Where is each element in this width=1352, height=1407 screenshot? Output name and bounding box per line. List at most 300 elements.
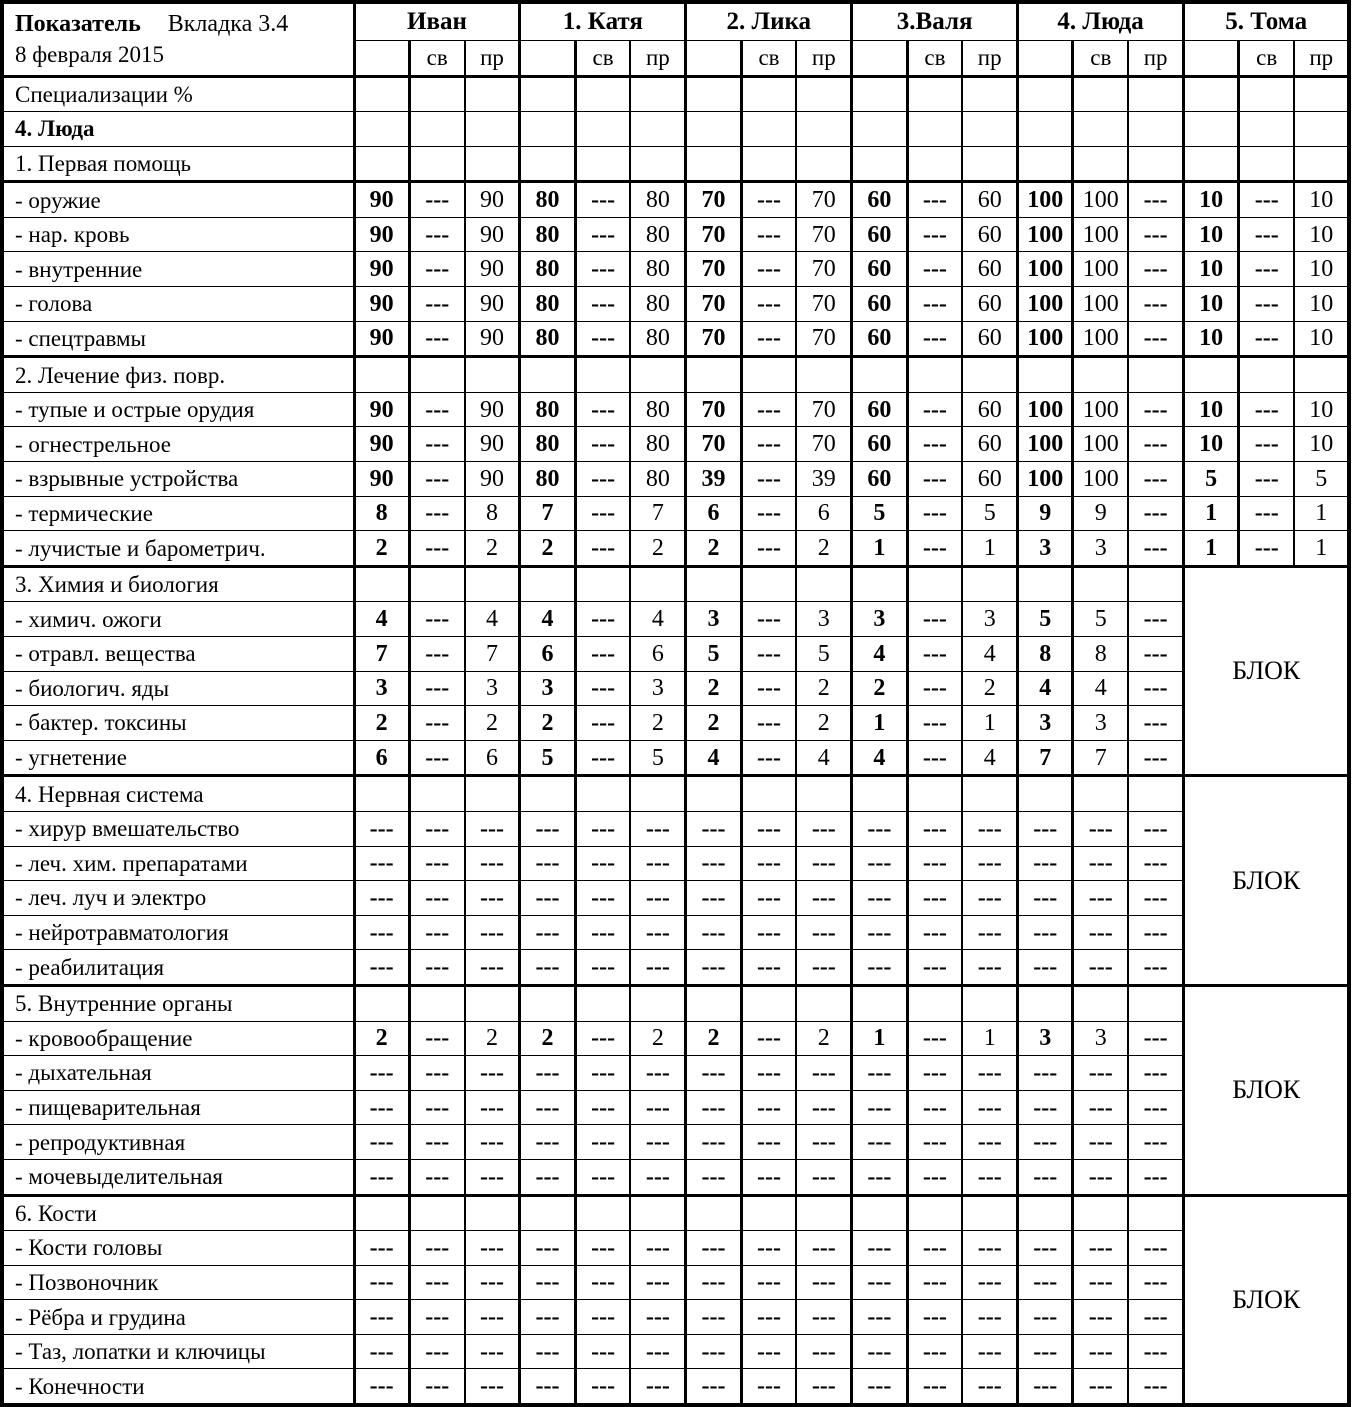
empty-cell <box>852 76 907 112</box>
empty-cell <box>907 776 962 812</box>
empty-cell <box>1294 76 1349 112</box>
empty-cell <box>852 985 907 1021</box>
value-cell: --- <box>907 811 962 846</box>
row-label: - реабилитация <box>2 950 354 986</box>
row-label: - леч. луч и электро <box>2 881 354 916</box>
subcol-main-header <box>1184 40 1239 76</box>
page-title: Показатель <box>15 11 141 38</box>
value-cell: 90 <box>354 462 409 497</box>
value-cell: 3 <box>1018 706 1073 741</box>
blok-cell: БЛОК <box>1184 776 1350 986</box>
row-label: - угнетение <box>2 740 354 776</box>
value-cell: --- <box>520 811 575 846</box>
tab-label: Вкладка 3.4 <box>167 11 289 38</box>
value-cell: --- <box>962 1300 1017 1335</box>
empty-cell <box>465 76 520 112</box>
value-cell: --- <box>741 1056 796 1091</box>
value-cell: --- <box>1018 1056 1073 1091</box>
value-cell: --- <box>520 915 575 950</box>
value-cell: --- <box>465 1231 520 1266</box>
empty-cell <box>354 985 409 1021</box>
value-cell: --- <box>1128 1231 1183 1266</box>
blok-cell: БЛОК <box>1184 985 1350 1195</box>
value-cell: 5 <box>520 740 575 776</box>
value-cell: --- <box>354 915 409 950</box>
value-cell: --- <box>962 1159 1017 1195</box>
value-cell: --- <box>520 1056 575 1091</box>
value-cell: --- <box>575 182 630 218</box>
value-cell: --- <box>796 1334 851 1369</box>
row-label: - пищеварительная <box>2 1090 354 1125</box>
value-cell: 70 <box>796 252 851 287</box>
value-cell: 4 <box>354 602 409 637</box>
empty-cell <box>1184 76 1239 112</box>
value-cell: 4 <box>1018 671 1073 706</box>
value-cell: 10 <box>1294 182 1349 218</box>
value-cell: --- <box>354 1125 409 1160</box>
row-label: - термические <box>2 496 354 531</box>
value-cell: --- <box>575 706 630 741</box>
value-cell: --- <box>575 217 630 252</box>
table-row <box>2 182 1349 218</box>
value-cell: 4 <box>796 740 851 776</box>
empty-cell <box>1128 1195 1183 1231</box>
value-cell: 80 <box>630 287 685 322</box>
value-cell: --- <box>1018 811 1073 846</box>
value-cell: --- <box>741 1265 796 1300</box>
value-cell: --- <box>741 392 796 427</box>
row-label: - химич. ожоги <box>2 602 354 637</box>
value-cell: --- <box>465 1090 520 1125</box>
value-cell: --- <box>1073 1300 1128 1335</box>
empty-cell <box>520 1195 575 1231</box>
empty-cell <box>409 566 464 602</box>
empty-cell <box>796 776 851 812</box>
value-cell: --- <box>1128 462 1183 497</box>
row-label: - биологич. яды <box>2 671 354 706</box>
value-cell: --- <box>907 287 962 322</box>
value-cell: --- <box>1073 1159 1128 1195</box>
empty-cell <box>630 776 685 812</box>
value-cell: 100 <box>1073 427 1128 462</box>
value-cell: --- <box>409 496 464 531</box>
value-cell: --- <box>575 427 630 462</box>
value-cell: --- <box>354 811 409 846</box>
value-cell: --- <box>354 881 409 916</box>
value-cell: 3 <box>1073 1021 1128 1056</box>
section-header-row <box>2 146 1349 182</box>
section-title: 6. Кости <box>2 1195 354 1231</box>
value-cell: --- <box>741 252 796 287</box>
value-cell: 10 <box>1184 427 1239 462</box>
value-cell: --- <box>630 1265 685 1300</box>
table-row <box>2 602 1349 637</box>
value-cell: 80 <box>520 252 575 287</box>
value-cell: --- <box>465 1159 520 1195</box>
empty-cell <box>520 76 575 112</box>
value-cell: 100 <box>1018 427 1073 462</box>
value-cell: --- <box>686 1125 741 1160</box>
value-cell: 70 <box>686 287 741 322</box>
value-cell: --- <box>1128 671 1183 706</box>
value-cell: --- <box>1128 392 1183 427</box>
empty-cell <box>1018 112 1073 147</box>
value-cell: --- <box>1073 915 1128 950</box>
value-cell: 2 <box>686 531 741 567</box>
value-cell: --- <box>1073 1090 1128 1125</box>
subcol-sv-header: св <box>575 40 630 76</box>
value-cell: --- <box>575 1334 630 1369</box>
empty-cell <box>575 566 630 602</box>
value-cell: 2 <box>630 531 685 567</box>
row-label: - кровообращение <box>2 1021 354 1056</box>
person-header: 5. Тома <box>1184 2 1350 40</box>
value-cell: --- <box>852 915 907 950</box>
value-cell: --- <box>575 1125 630 1160</box>
value-cell: 90 <box>354 252 409 287</box>
value-cell: --- <box>686 1090 741 1125</box>
value-cell: --- <box>1073 881 1128 916</box>
value-cell: --- <box>1128 1265 1183 1300</box>
row-label: - дыхательная <box>2 1056 354 1091</box>
empty-cell <box>409 776 464 812</box>
empty-cell <box>1294 357 1349 393</box>
value-cell: --- <box>575 671 630 706</box>
empty-cell <box>354 566 409 602</box>
value-cell: --- <box>796 1231 851 1266</box>
value-cell: --- <box>575 287 630 322</box>
value-cell: --- <box>409 740 464 776</box>
value-cell: 60 <box>962 217 1017 252</box>
value-cell: --- <box>1128 217 1183 252</box>
value-cell: --- <box>852 881 907 916</box>
value-cell: 60 <box>962 182 1017 218</box>
value-cell: 70 <box>796 321 851 357</box>
value-cell: 3 <box>796 602 851 637</box>
value-cell: --- <box>686 915 741 950</box>
section-header-row <box>2 566 1349 602</box>
empty-cell <box>1239 112 1294 147</box>
value-cell: 90 <box>354 392 409 427</box>
subcol-main-header <box>354 40 409 76</box>
table-row <box>2 1334 1349 1369</box>
value-cell: --- <box>520 1231 575 1266</box>
value-cell: --- <box>796 950 851 986</box>
value-cell: 5 <box>686 637 741 672</box>
table-row <box>2 881 1349 916</box>
value-cell: --- <box>852 1265 907 1300</box>
blok-cell: БЛОК <box>1184 566 1350 776</box>
table-row <box>2 1021 1349 1056</box>
value-cell: --- <box>1239 321 1294 357</box>
empty-cell <box>1018 76 1073 112</box>
value-cell: 60 <box>852 462 907 497</box>
empty-cell <box>630 566 685 602</box>
value-cell: --- <box>1128 182 1183 218</box>
empty-cell <box>1073 76 1128 112</box>
value-cell: 80 <box>520 182 575 218</box>
value-cell: --- <box>1018 1159 1073 1195</box>
value-cell: 80 <box>630 217 685 252</box>
value-cell: --- <box>409 321 464 357</box>
empty-cell <box>907 985 962 1021</box>
value-cell: --- <box>630 881 685 916</box>
empty-cell <box>1073 112 1128 147</box>
value-cell: 2 <box>354 531 409 567</box>
value-cell: --- <box>741 217 796 252</box>
value-cell: 10 <box>1184 392 1239 427</box>
table-row <box>2 496 1349 531</box>
value-cell: 4 <box>852 740 907 776</box>
value-cell: 10 <box>1184 321 1239 357</box>
value-cell: --- <box>1128 915 1183 950</box>
value-cell: 7 <box>465 637 520 672</box>
empty-cell <box>741 985 796 1021</box>
empty-cell <box>1128 357 1183 393</box>
value-cell: --- <box>465 1300 520 1335</box>
value-cell: --- <box>575 392 630 427</box>
value-cell: 100 <box>1018 182 1073 218</box>
value-cell: 60 <box>852 252 907 287</box>
empty-cell <box>520 985 575 1021</box>
value-cell: 3 <box>1018 1021 1073 1056</box>
value-cell: --- <box>409 811 464 846</box>
value-cell: 90 <box>465 321 520 357</box>
value-cell: --- <box>686 811 741 846</box>
value-cell: --- <box>852 1090 907 1125</box>
value-cell: 3 <box>354 671 409 706</box>
subcol-pr-header: пр <box>962 40 1017 76</box>
value-cell: 1 <box>1184 496 1239 531</box>
value-cell: 70 <box>796 182 851 218</box>
value-cell: --- <box>907 1231 962 1266</box>
empty-cell <box>907 146 962 182</box>
value-cell: --- <box>575 496 630 531</box>
empty-cell <box>1128 985 1183 1021</box>
value-cell: 10 <box>1184 252 1239 287</box>
value-cell: --- <box>907 182 962 218</box>
value-cell: --- <box>1128 252 1183 287</box>
value-cell: --- <box>686 881 741 916</box>
value-cell: --- <box>409 1090 464 1125</box>
value-cell: --- <box>354 1056 409 1091</box>
empty-cell <box>1239 146 1294 182</box>
spec-row <box>2 76 1349 112</box>
value-cell: --- <box>409 217 464 252</box>
value-cell: 1 <box>962 531 1017 567</box>
value-cell: --- <box>796 846 851 881</box>
empty-cell <box>354 112 409 147</box>
value-cell: --- <box>741 1369 796 1405</box>
value-cell: --- <box>465 1125 520 1160</box>
value-cell: --- <box>686 950 741 986</box>
value-cell: 2 <box>686 706 741 741</box>
value-cell: 2 <box>630 706 685 741</box>
empty-cell <box>1128 76 1183 112</box>
value-cell: 90 <box>354 321 409 357</box>
empty-cell <box>465 1195 520 1231</box>
value-cell: 60 <box>852 182 907 218</box>
value-cell: --- <box>1128 811 1183 846</box>
value-cell: --- <box>1128 637 1183 672</box>
value-cell: --- <box>1128 740 1183 776</box>
value-cell: 100 <box>1018 321 1073 357</box>
empty-cell <box>962 776 1017 812</box>
empty-cell <box>465 985 520 1021</box>
empty-cell <box>1073 985 1128 1021</box>
value-cell: 80 <box>630 427 685 462</box>
table-row <box>2 287 1349 322</box>
empty-cell <box>796 1195 851 1231</box>
empty-cell <box>575 1195 630 1231</box>
value-cell: 100 <box>1073 392 1128 427</box>
value-cell: --- <box>1128 706 1183 741</box>
value-cell: 60 <box>962 462 1017 497</box>
value-cell: --- <box>741 740 796 776</box>
value-cell: --- <box>465 1334 520 1369</box>
value-cell: --- <box>575 811 630 846</box>
value-cell: --- <box>741 846 796 881</box>
value-cell: 70 <box>796 217 851 252</box>
value-cell: 2 <box>630 1021 685 1056</box>
value-cell: --- <box>852 1231 907 1266</box>
empty-cell <box>409 76 464 112</box>
header-line <box>15 12 353 36</box>
value-cell: 90 <box>465 287 520 322</box>
value-cell: --- <box>575 602 630 637</box>
empty-cell <box>741 1195 796 1231</box>
value-cell: 10 <box>1294 217 1349 252</box>
value-cell: --- <box>741 427 796 462</box>
empty-cell <box>520 776 575 812</box>
value-cell: --- <box>409 252 464 287</box>
value-cell: --- <box>409 881 464 916</box>
value-cell: 70 <box>686 217 741 252</box>
value-cell: --- <box>1018 1265 1073 1300</box>
value-cell: --- <box>852 1056 907 1091</box>
row-label: - оружие <box>2 182 354 218</box>
value-cell: 6 <box>630 637 685 672</box>
value-cell: 90 <box>465 217 520 252</box>
value-cell: --- <box>1128 321 1183 357</box>
value-cell: --- <box>741 602 796 637</box>
value-cell: --- <box>962 1265 1017 1300</box>
value-cell: --- <box>409 531 464 567</box>
value-cell: --- <box>409 1159 464 1195</box>
value-cell: 5 <box>962 496 1017 531</box>
empty-cell <box>741 112 796 147</box>
value-cell: 70 <box>686 321 741 357</box>
value-cell: 10 <box>1294 321 1349 357</box>
value-cell: 90 <box>465 462 520 497</box>
person-header: 2. Лика <box>686 2 852 40</box>
value-cell: 2 <box>465 531 520 567</box>
value-cell: --- <box>409 637 464 672</box>
value-cell: --- <box>1128 427 1183 462</box>
row-label: - нар. кровь <box>2 217 354 252</box>
empty-cell <box>630 146 685 182</box>
empty-cell <box>465 566 520 602</box>
value-cell: 6 <box>686 496 741 531</box>
table-row <box>2 427 1349 462</box>
value-cell: --- <box>796 1125 851 1160</box>
value-cell: --- <box>1073 1056 1128 1091</box>
value-cell: --- <box>520 1125 575 1160</box>
value-cell: 2 <box>852 671 907 706</box>
table-row <box>2 740 1349 776</box>
row-label: 4. Люда <box>2 112 354 147</box>
value-cell: 100 <box>1073 217 1128 252</box>
value-cell: --- <box>962 1231 1017 1266</box>
empty-cell <box>1018 1195 1073 1231</box>
empty-cell <box>465 357 520 393</box>
value-cell: --- <box>630 1369 685 1405</box>
value-cell: 80 <box>520 287 575 322</box>
value-cell: 90 <box>465 182 520 218</box>
value-cell: 5 <box>1294 462 1349 497</box>
value-cell: --- <box>354 1265 409 1300</box>
value-cell: --- <box>907 1125 962 1160</box>
empty-cell <box>686 76 741 112</box>
value-cell: 80 <box>630 252 685 287</box>
value-cell: --- <box>520 1159 575 1195</box>
empty-cell <box>796 357 851 393</box>
empty-cell <box>686 776 741 812</box>
value-cell: --- <box>409 671 464 706</box>
value-cell: 5 <box>852 496 907 531</box>
empty-cell <box>907 76 962 112</box>
value-cell: --- <box>630 811 685 846</box>
empty-cell <box>796 985 851 1021</box>
value-cell: --- <box>575 637 630 672</box>
empty-cell <box>1073 1195 1128 1231</box>
table-row <box>2 950 1349 986</box>
empty-cell <box>575 76 630 112</box>
empty-cell <box>686 357 741 393</box>
subcol-main-header <box>686 40 741 76</box>
value-cell: 9 <box>1073 496 1128 531</box>
value-cell: 1 <box>962 1021 1017 1056</box>
value-cell: --- <box>409 706 464 741</box>
value-cell: --- <box>630 1090 685 1125</box>
value-cell: --- <box>465 846 520 881</box>
value-cell: --- <box>907 671 962 706</box>
value-cell: --- <box>852 1300 907 1335</box>
value-cell: --- <box>907 462 962 497</box>
table-row <box>2 1300 1349 1335</box>
value-cell: --- <box>1128 846 1183 881</box>
empty-cell <box>1073 566 1128 602</box>
value-cell: --- <box>741 1125 796 1160</box>
subcol-sv-header: св <box>409 40 464 76</box>
value-cell: --- <box>520 1369 575 1405</box>
value-cell: --- <box>1128 1090 1183 1125</box>
value-cell: 100 <box>1073 182 1128 218</box>
empty-cell <box>741 776 796 812</box>
empty-cell <box>1073 357 1128 393</box>
value-cell: --- <box>962 950 1017 986</box>
value-cell: --- <box>907 602 962 637</box>
empty-cell <box>1128 112 1183 147</box>
value-cell: --- <box>465 881 520 916</box>
row-label: - спецтравмы <box>2 321 354 357</box>
row-label: - репродуктивная <box>2 1125 354 1160</box>
value-cell: --- <box>907 252 962 287</box>
table-row <box>2 811 1349 846</box>
value-cell: --- <box>630 1125 685 1160</box>
value-cell: --- <box>907 496 962 531</box>
empty-cell <box>852 1195 907 1231</box>
